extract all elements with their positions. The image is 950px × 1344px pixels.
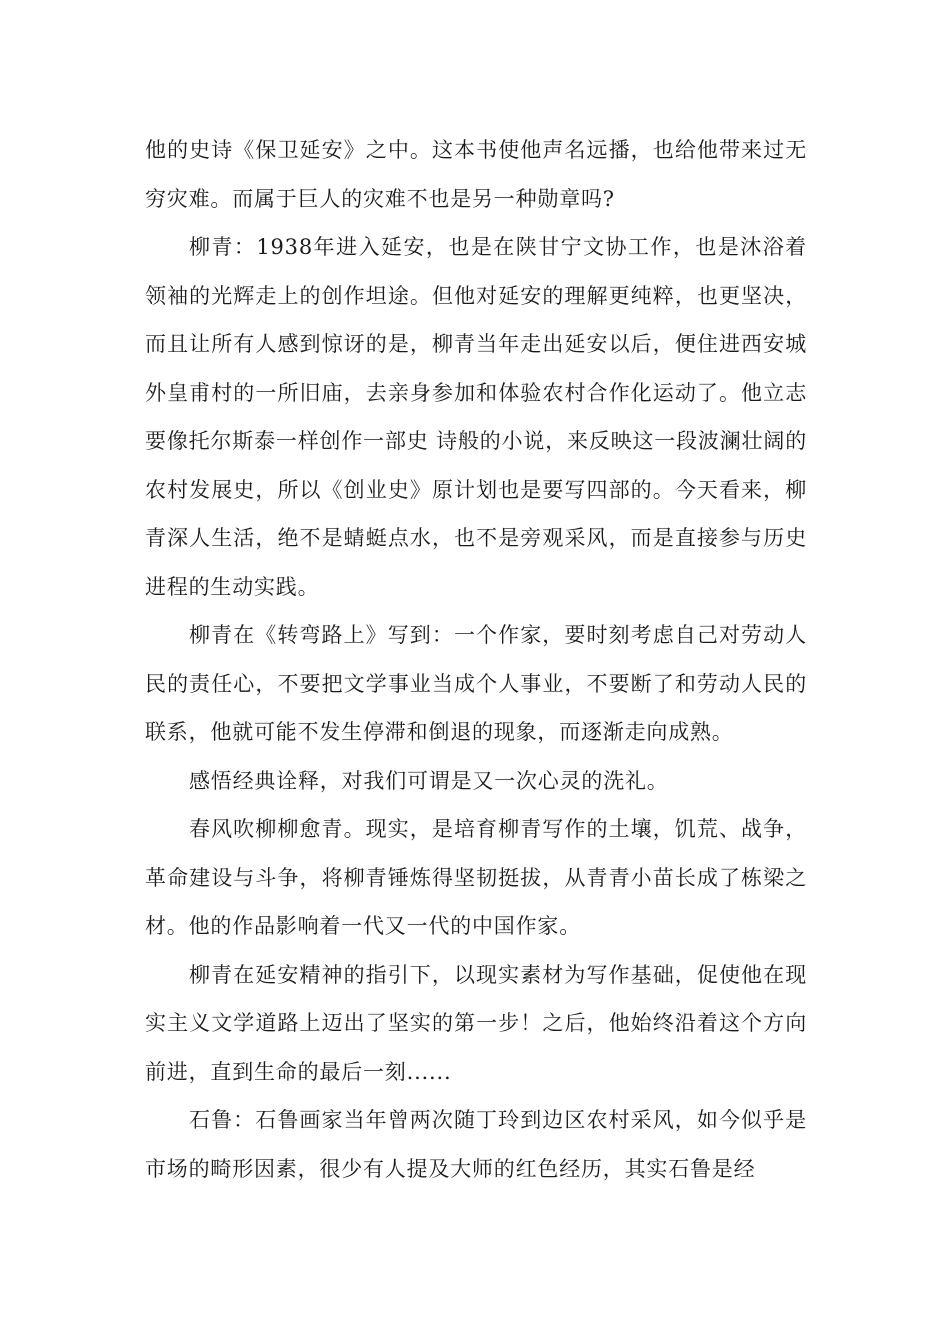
paragraph-liu-qing: 柳青：1938年进入延安，也是在陕甘宁文协工作，也是沐浴着领袖的光辉走上的创作坦途。但他对延安的理解更纯粹，也更坚决，而且让所有人感到惊讶的是，柳青当年走出延安以后，便住进西安城外皇甫村的一所旧庙，去亲身参加和体验农村合作化运动了。他立志要像托尔斯泰一样创作一部史 诗般的小说，来反映这一段波澜壮阔的农村发展史，所以《创业史》原计划也是要写四部的。今天看来，柳青深人生活，绝不是蜻蜓点水，也不是旁观采风，而是直接参与历史进程的生动实践。: [145, 235, 807, 599]
paragraph-yanan-spirit: 柳青在延安精神的指引下，以现实素材为写作基础，促使他在现实主义文学道路上迈出了坚实的第一步！之后，他始终沿着这个方向前进，直到生命的最后一刻......: [145, 962, 807, 1084]
paragraph-reflection: 感悟经典诠释，对我们可谓是又一次心灵的洗礼。: [189, 768, 669, 793]
document-body: [145, 126, 807, 1193]
paragraph-shi-lu: 石鲁：石鲁画家当年曾两次随丁玲到边区农村采风，如今似乎是市场的畸形因素，很少有人提及大师的红色经历，其实石鲁是经: [145, 1108, 807, 1181]
paragraph-continuation: 他的史诗《保卫延安》之中。这本书使他声名远播，也给他带来过无穷灾难。而属于巨人的灾难不也是另一种勋章吗?: [145, 138, 807, 211]
paragraph-turning-road: 柳青在《转弯路上》写到：一个作家，要时刻考虑自己对劳动人民的责任心，不要把文学事业当成个人事业，不要断了和劳动人民的联系，他就可能不发生停滞和倒退的现象，而逐渐走向成熟。: [145, 623, 807, 744]
paragraph-spring-wind: 春风吹柳柳愈青。现实，是培育柳青写作的土壤，饥荒、战争，革命建设与斗争，将柳青锤炼得坚韧挺拔，从青青小苗长成了栋梁之材。他的作品影响着一代又一代的中国作家。: [145, 817, 807, 938]
